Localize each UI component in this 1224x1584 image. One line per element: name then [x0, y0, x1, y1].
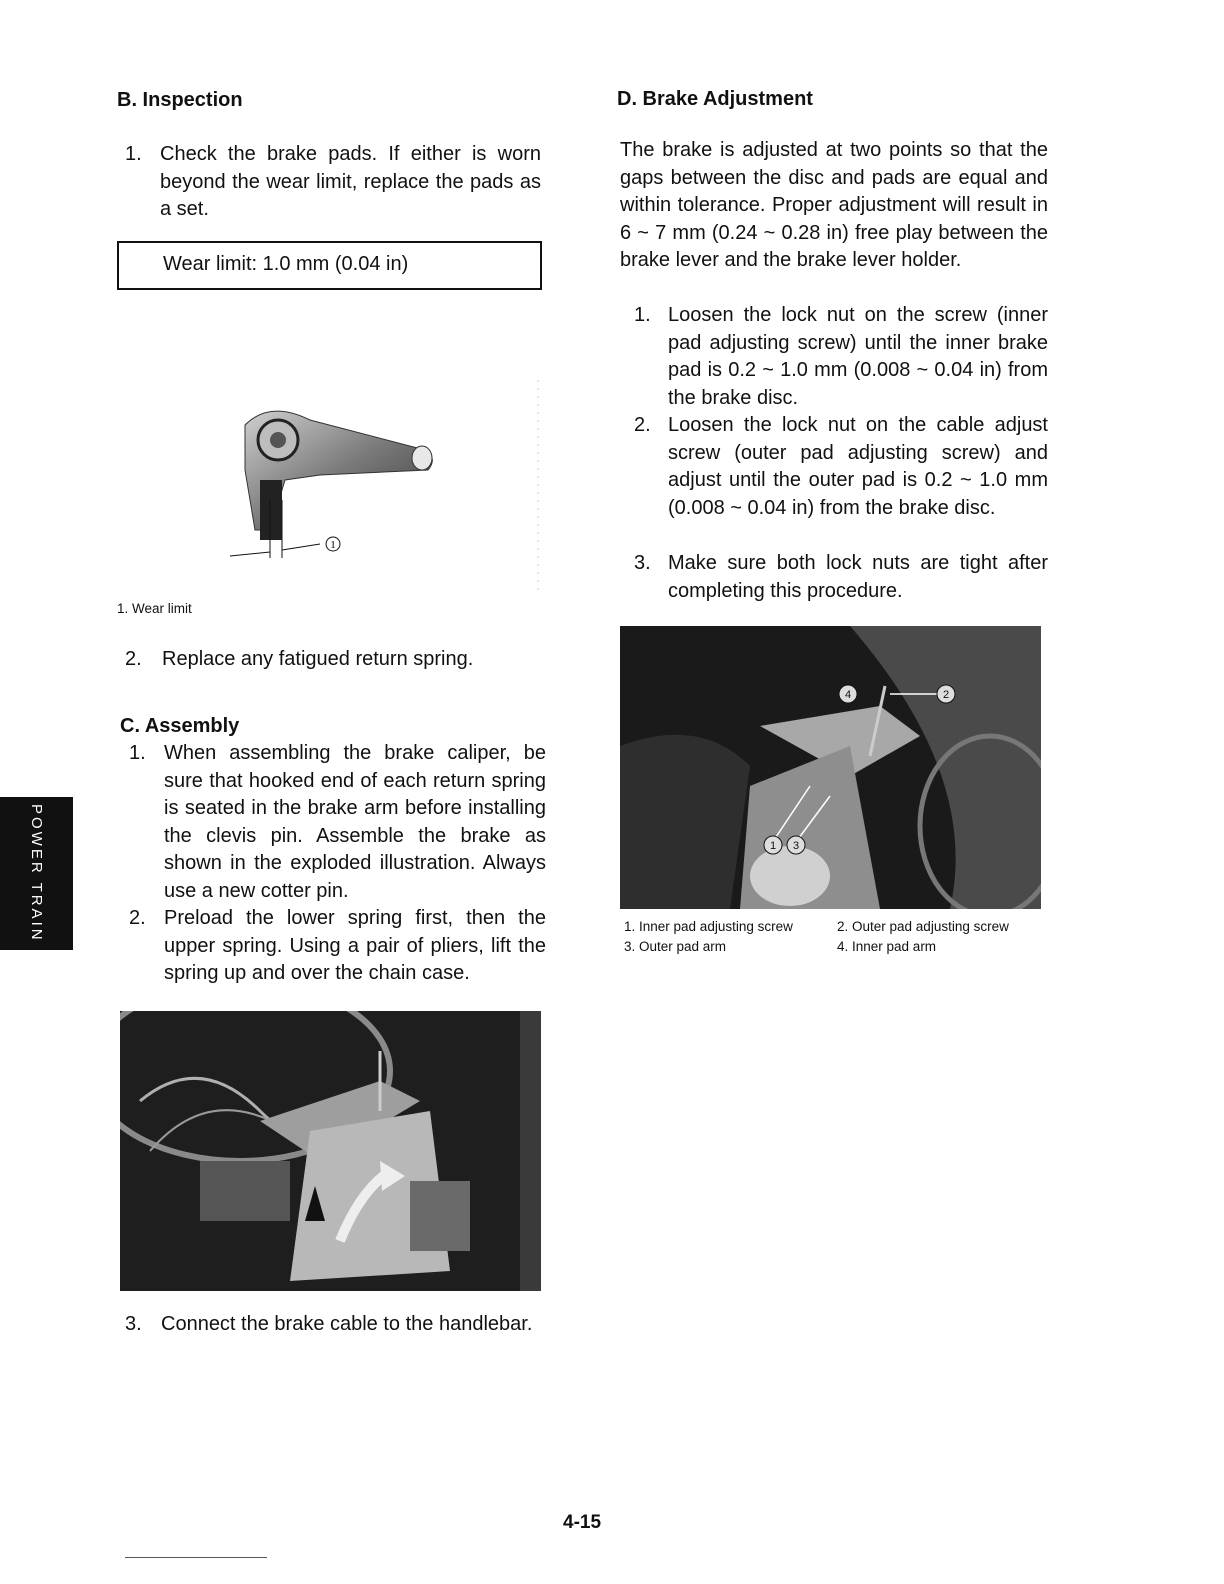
item-number: 3.	[634, 552, 651, 574]
wear-limit-spec-box	[117, 241, 542, 290]
item-text: Replace any fatigued return spring.	[162, 648, 474, 670]
photo-legend-2: 2. Outer pad adjusting screw	[837, 919, 1009, 934]
brake-adjustment-photo	[620, 626, 1041, 909]
item-text: Check the brake pads. If either is worn beyond the wear limit, replace the pads as a set.	[160, 143, 541, 221]
adjustment-item-1	[634, 302, 1048, 412]
footer-rule	[125, 1557, 267, 1558]
item-text: Loosen the lock nut on the cable adjust screw (outer pad adjusting screw) and adjust until the outer pad is 0.2 ~ 1.0 mm (0.008 ~ 0.04 in) from the brake disc.	[668, 414, 1048, 519]
item-number: 2.	[129, 907, 146, 929]
item-text: When assembling the brake caliper, be sure that hooked end of each return spring is seated in the brake arm before installing the clevis pin. Assemble the brake as shown in the exploded illustration. Always use a new cotter pin.	[164, 742, 546, 902]
figure-caption: 1. Wear limit	[117, 601, 192, 616]
section-tab	[0, 797, 73, 950]
assembly-item-2	[129, 905, 546, 988]
inspection-heading: B. Inspection	[117, 89, 243, 111]
adjustment-item-3	[634, 550, 1048, 605]
inspection-item-2	[125, 646, 541, 674]
photo-legend-1: 1. Inner pad adjusting screw	[624, 919, 793, 934]
brake-pad-figure	[200, 380, 545, 600]
figure-callout-1: 1	[330, 539, 336, 551]
item-number: 2.	[634, 414, 651, 436]
photo-callout-1: 1	[769, 840, 777, 852]
assembly-item-1	[129, 740, 546, 906]
photo-callout-4: 4	[844, 689, 852, 701]
caliper-assembly-photo	[120, 1011, 541, 1291]
item-number: 1.	[125, 143, 142, 165]
photo-callout-2: 2	[942, 689, 950, 701]
wear-limit-spec: Wear limit: 1.0 mm (0.04 in)	[163, 253, 409, 275]
adjustment-intro: The brake is adjusted at two points so that the gaps between the disc and pads are equal and within tolerance. Proper adjustment will result in 6 ~ 7 mm (0.24 ~ 0.28 in) free play between the brake lever and the brake lever holder.	[620, 139, 1048, 272]
assembly-item-3	[125, 1311, 546, 1339]
adjustment-heading: D. Brake Adjustment	[617, 88, 813, 110]
page-number: 4-15	[563, 1512, 602, 1533]
adjustment-item-2	[634, 412, 1048, 522]
item-number: 2.	[125, 648, 142, 670]
assembly-heading: C. Assembly	[120, 715, 240, 737]
section-tab-label: POWER TRAIN	[28, 804, 45, 943]
item-text: Preload the lower spring first, then the upper spring. Using a pair of pliers, lift the spring up and over the chain case.	[164, 907, 546, 985]
photo-legend-3: 3. Outer pad arm	[624, 939, 727, 954]
item-text: Loosen the lock nut on the screw (inner pad adjusting screw) until the inner brake pad is 0.2 ~ 1.0 mm (0.008 ~ 0.04 in) from the brake disc.	[668, 304, 1048, 409]
brake-pad-illustration	[200, 380, 545, 600]
item-number: 3.	[125, 1313, 142, 1335]
item-number: 1.	[129, 742, 146, 764]
item-number: 1.	[634, 304, 651, 326]
item-text: Connect the brake cable to the handlebar.	[161, 1313, 533, 1335]
item-text: Make sure both lock nuts are tight after completing this procedure.	[668, 552, 1048, 602]
photo-legend-4: 4. Inner pad arm	[837, 939, 937, 954]
inspection-item-1	[125, 141, 541, 224]
photo-callout-3: 3	[792, 840, 800, 852]
